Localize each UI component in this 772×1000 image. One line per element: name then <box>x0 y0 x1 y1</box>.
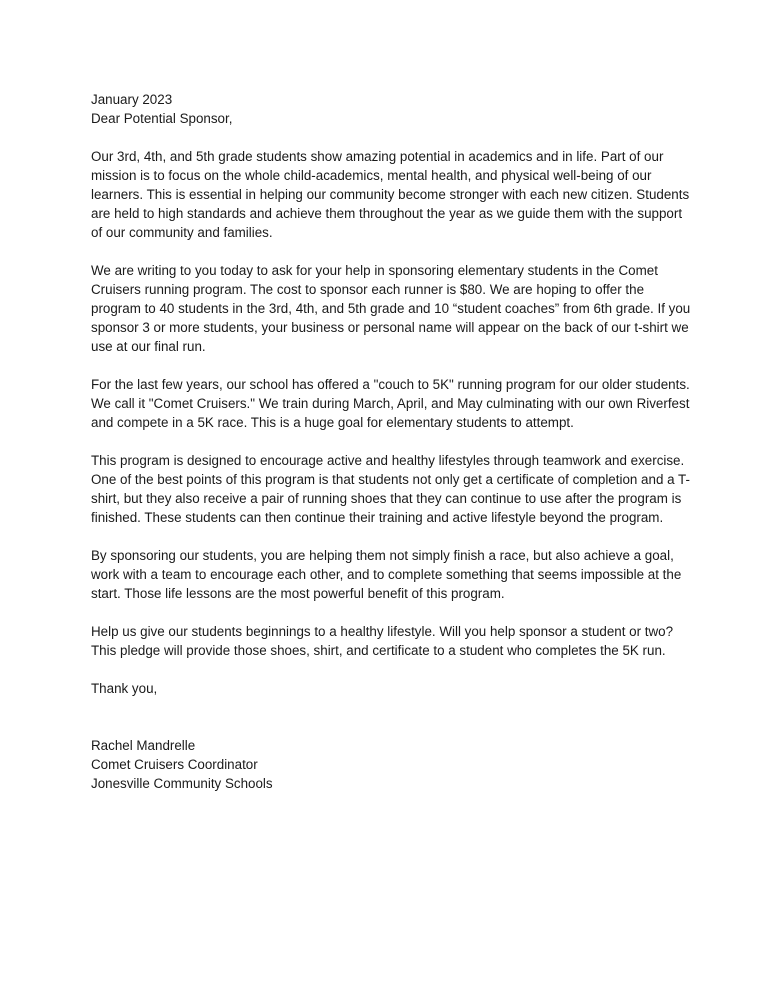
letter-salutation: Dear Potential Sponsor, <box>91 111 233 126</box>
signature-name: Rachel Mandrelle <box>91 738 196 753</box>
paragraph-program-benefits: This program is designed to encourage active and healthy lifestyles through teamwork and exercise. One of the best points of this program is that students not only get a certificate of completion and a T-shirt, but they also receive a pair of running shoes that they can continue to use after the program is finished. These students can then continue their training and active lifestyle beyond the program. <box>91 453 690 525</box>
paragraph-call-to-action: Help us give our students beginnings to a healthy lifestyle. Will you help sponsor a student or two? This pledge will provide those shoes, shirt, and certificate to a student who completes the 5K run. <box>91 624 674 658</box>
letter-body <box>91 90 691 793</box>
paragraph-sponsorship-request: We are writing to you today to ask for your help in sponsoring elementary students in the Comet Cruisers running program. The cost to sponsor each runner is $80. We are hoping to offer the program to 40 students in the 3rd, 4th, and 5th grade and 10 “student coaches” from 6th grade. If you sponsor 3 or more students, your business or personal name will appear on the back of our t-shirt we use at our final run. <box>91 263 691 354</box>
signature-title: Comet Cruisers Coordinator <box>91 757 258 772</box>
paragraph-mission: Our 3rd, 4th, and 5th grade students show amazing potential in academics and in life. Part of our mission is to focus on the whole child-academics, mental health, and physical well-being of our learners. This is essential in helping our community become stronger with each new citizen. Students are held to high standards and achieve them throughout the year as we guide them with the support of our community and families. <box>91 149 690 240</box>
paragraph-life-lessons: By sponsoring our students, you are helping them not simply finish a race, but also achieve a goal, work with a team to encourage each other, and to complete something that seems impossible at the start. Those life lessons are the most powerful benefit of this program. <box>91 548 682 601</box>
signature-organization: Jonesville Community Schools <box>91 776 273 791</box>
letter-header <box>91 90 691 128</box>
signature-block <box>91 736 691 793</box>
letter-closing: Thank you, <box>91 681 158 696</box>
letter-date: January 2023 <box>91 92 173 107</box>
paragraph-program-history: For the last few years, our school has offered a "couch to 5K" running program for our older students. We call it "Comet Cruisers." We train during March, April, and May culminating with our own Riverfest and compete in a 5K race. This is a huge goal for elementary students to attempt. <box>91 377 690 430</box>
